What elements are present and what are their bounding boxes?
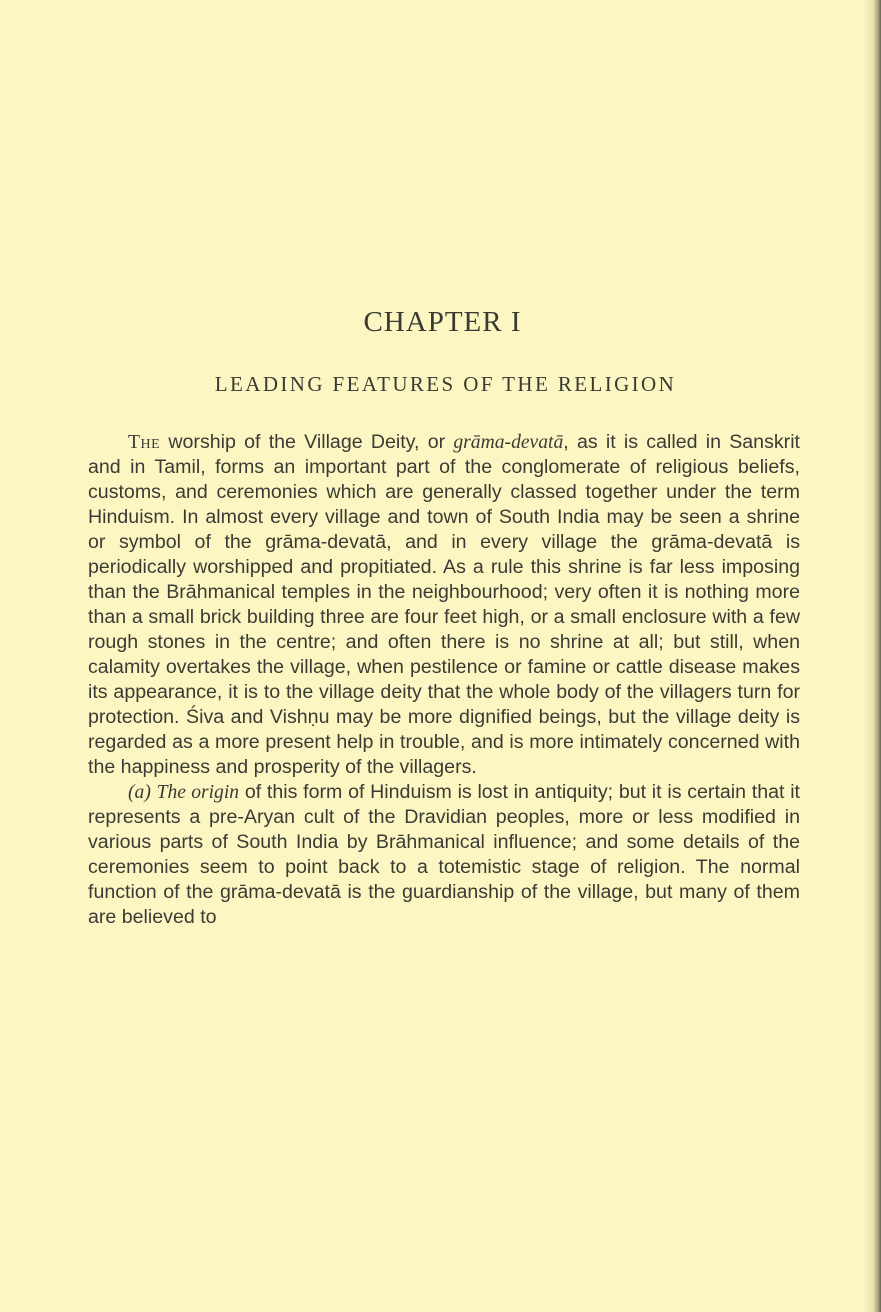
paragraph-lead-word: The: [128, 432, 161, 453]
paragraph-1-text-b: , as it is called in Sanskrit and in Tamil, forms an important part of the conglomerate of religious beliefs, customs, and ceremonies which are generally classed together under the term Hinduism. In almost every village and town of South India may be seen a shrine or symbol of the grāma-devatā, and in every village the grāma-devatā is periodically worshipped and propitiated. As a rule this shrine is far less imposing than the Brāhmanical temples in the neighbourhood; very often it is nothing more than a small brick building three are four feet high, or a small enclosure with a few rough stones in the centre; and often there is no shrine at all; but still, when calamity overtakes the village, when pestilence or famine or cattle disease makes its appearance, it is to the village deity that the whole body of the villagers turn for protection. Śiva and Vishṇu may be more dignified beings, but the village deity is regarded as a more present help in trouble, and is more intimately concerned with the happiness and prosperity of the villagers.: [88, 431, 800, 778]
chapter-heading: CHAPTER I: [363, 306, 522, 338]
paragraph-2-text: of this form of Hinduism is lost in antiquity; but it is certain that it represents a pre-Aryan cult of the Dravidian peoples, more or less modified in various parts of South India by Brāhmanical influence; and some details of the ceremonies seem to point back to a totemistic stage of religion. The normal function of the grāma-devatā is the guardianship of the village, but many of them are believed to: [88, 781, 800, 928]
section-label: (a): [128, 782, 151, 803]
italic-term: grāma-devatā: [453, 432, 564, 453]
body-text: [88, 430, 800, 930]
chapter-title: LEADING FEATURES OF THE RELIGION: [214, 372, 677, 396]
page-edge-shadow: [863, 0, 881, 1312]
paragraph-1: [88, 430, 800, 780]
paragraph-2: [88, 780, 800, 930]
paragraph-1-text-a: worship of the Village Deity, or: [160, 431, 454, 453]
italic-lead: The origin: [156, 782, 240, 803]
